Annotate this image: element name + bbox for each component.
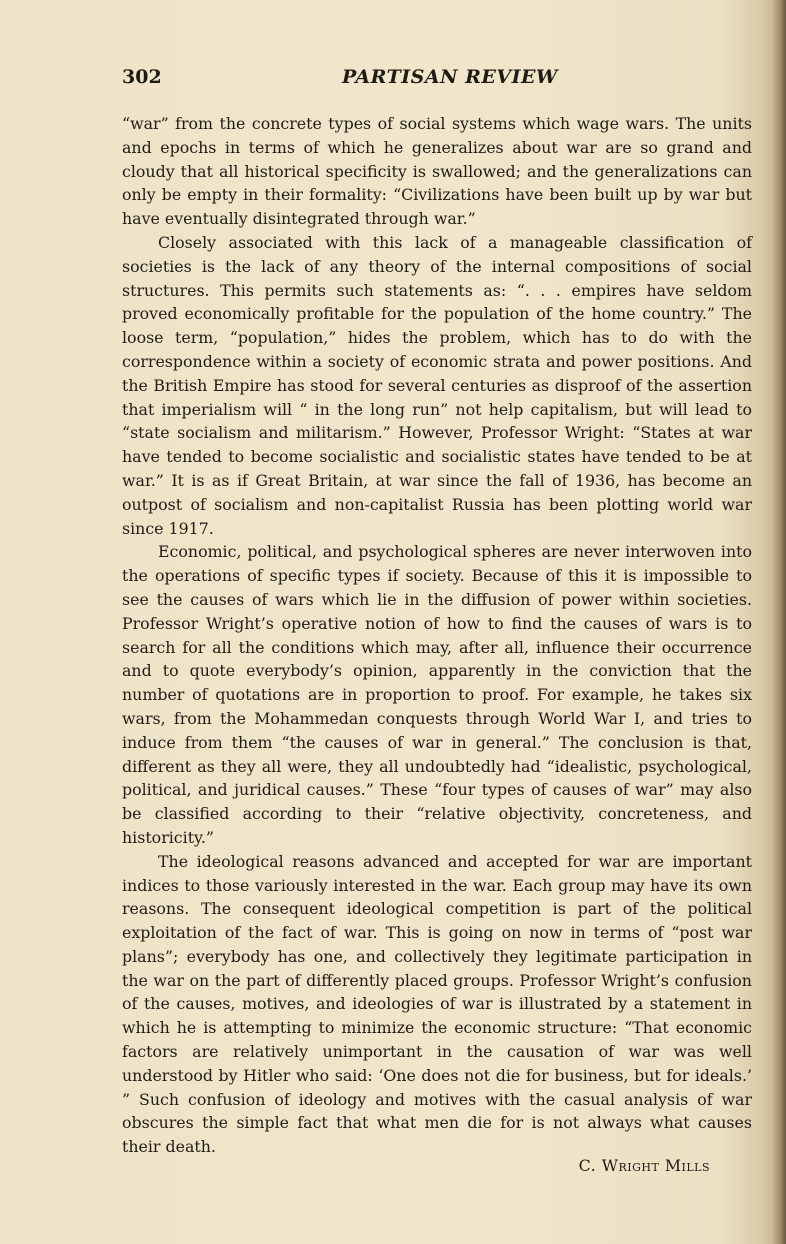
paragraph-2: Closely associated with this lack of a manageable classification of societies is the lack of any theory of the internal compositions of social structures. This permits such statements as: “. . . empires have seldom proved economically profitable for the population of the home country.” The loose term, “population,” hides the problem, which has to do with the correspondence within a society of economic strata and power positions. And the British Empire has stood for several centuries as disproof of the assertion that imperialism will “ in the long run” not help capitalism, but will lead to “state socialism and militarism.” However, Professor Wright: “States at war have tended to become socialistic and socialistic states have tended to be at war.” It is as if Great Britain, at war since the fall of 1936, has become an outpost of socialism and non-capitalist Russia has been plotting world war since 1917. [122, 232, 752, 538]
paragraph-4: The ideological reasons advanced and accepted for war are important indices to those variously interested in the war. Each group may have its own reasons. The consequent ideological competition is part of the political exploitation of the fact of war. This is going on now in terms of “post war plans”; everybody has one, and collectively they legitimate participation in the war on the part of differently placed groups. Professor Wright’s confusion of the causes, motives, and ideologies of war is illustrated by a statement in which he is attempting to minimize the economic structure: “That economic factors are relatively unimportant in the causation of war was well understood by Hitler who said: ‘One does not die for business, but for ideals.’ ” Such confusion of ideology and motives with the casual analysis of war obscures the simple fact that what men die for is not always what causes their death. [122, 851, 752, 1157]
page-edge-shadow [772, 0, 786, 1244]
paragraph-3: Economic, political, and psychological spheres are never interwoven into the operations of specific types if society. Because of this it is impossible to see the causes of wars which lie in the diffusion of power within societies. Professor Wright’s operative notion of how to find the causes of wars is to search for all the conditions which may, after all, influence their occurrence and to quote everybody’s opinion, apparently in the conviction that the number of quotations are in proportion to proof. For example, he takes six wars, from the Mohammedan conquests through World War I, and tries to induce from them “the causes of war in general.” The conclusion is that, different as they all were, they all undoubtedly had “idealistic, psychological, political, and juridical causes.” These “four types of causes of war” may also be classified according to their “relative objectivity, concreteness, and historicity.” [122, 542, 752, 847]
author-signature: C. Wright Mills [578, 1156, 710, 1175]
article-body [122, 112, 752, 1159]
running-title: PARTISAN REVIEW [342, 66, 558, 88]
page-number: 302 [122, 66, 162, 88]
paragraph-1: “war” from the concrete types of social systems which wage wars. The units and epochs in terms of which he generalizes about war are so grand and cloudy that all historical specificity is swallowed; and the generalizations can only be empty in their formality: “Civilizations have been built up by war but have eventually disintegrated through war.” [122, 114, 752, 229]
page-header [122, 66, 752, 96]
